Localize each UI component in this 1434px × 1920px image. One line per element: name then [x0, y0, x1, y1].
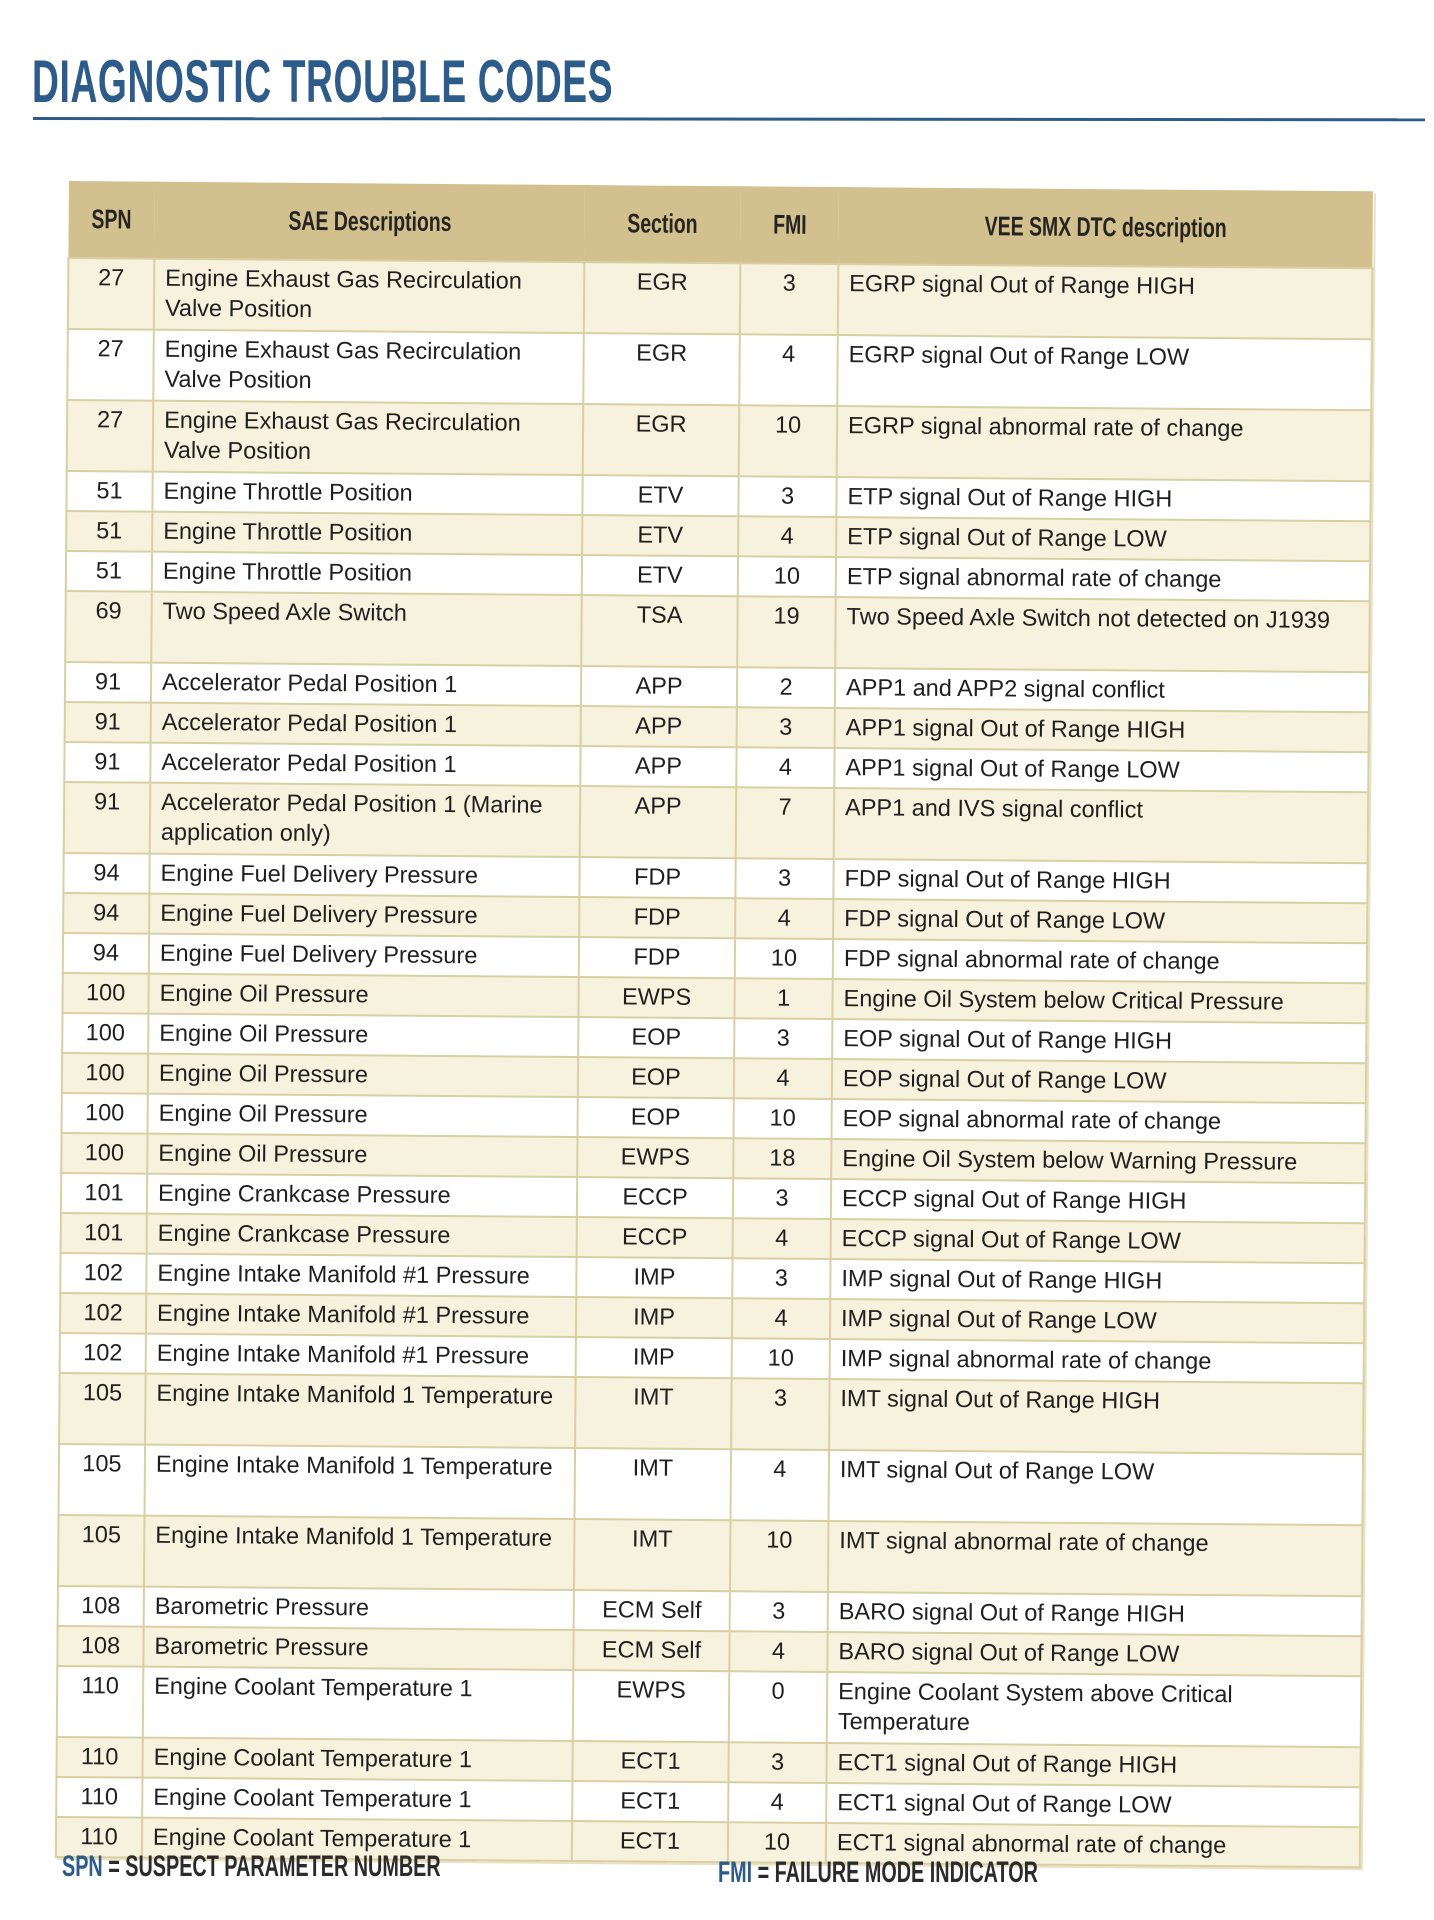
legend-fmi-text: = FAILURE MODE INDICATOR [757, 1856, 1038, 1889]
cell-dtc-description: EGRP signal Out of Range LOW [837, 335, 1372, 410]
cell-fmi: 3 [740, 263, 839, 335]
cell-sae-description: Engine Oil Pressure [148, 1014, 578, 1057]
cell-section: EWPS [577, 1137, 733, 1178]
cell-dtc-description: APP1 signal Out of Range LOW [834, 748, 1368, 792]
cell-section: ECM Self [573, 1630, 729, 1671]
cell-section: EOP [578, 1057, 734, 1098]
table-row [67, 400, 1372, 481]
cell-spn: 91 [65, 662, 151, 703]
cell-sae-description: Engine Crankcase Pressure [147, 1174, 577, 1217]
cell-section: IMT [575, 1448, 732, 1520]
cell-section: APP [580, 746, 736, 787]
cell-dtc-description: EOP signal abnormal rate of change [831, 1099, 1365, 1143]
cell-dtc-description: APP1 and APP2 signal conflict [835, 668, 1369, 712]
cell-dtc-description: EOP signal Out of Range HIGH [832, 1019, 1366, 1063]
cell-sae-description: Barometric Pressure [144, 1587, 574, 1630]
cell-dtc-description: FDP signal abnormal rate of change [833, 939, 1367, 983]
cell-fmi: 2 [737, 667, 835, 708]
cell-sae-description: Engine Throttle Position [152, 552, 582, 595]
cell-sae-description: Engine Throttle Position [152, 472, 582, 515]
cell-fmi: 3 [728, 1742, 826, 1783]
cell-dtc-description: BARO signal Out of Range HIGH [828, 1592, 1362, 1636]
cell-sae-description: Engine Coolant Temperature 1 [142, 1778, 572, 1821]
cell-spn: 100 [62, 1053, 148, 1094]
title-divider [33, 117, 1425, 121]
header-sae-descriptions: SAE Descriptions [154, 182, 585, 262]
cell-sae-description: Engine Oil Pressure [148, 1054, 578, 1097]
cell-sae-description: Engine Exhaust Gas Recirculation Valve Position [153, 330, 584, 404]
cell-dtc-description: ETP signal abnormal rate of change [836, 557, 1370, 601]
cell-section: EWPS [578, 977, 734, 1018]
table-row [68, 258, 1373, 339]
cell-section: EGR [583, 404, 740, 476]
cell-sae-description: Engine Intake Manifold #1 Pressure [146, 1294, 576, 1337]
cell-spn: 108 [58, 1586, 144, 1627]
cell-sae-description: Engine Oil Pressure [148, 1094, 578, 1137]
legend-spn-text: = SUSPECT PARAMETER NUMBER [108, 1850, 441, 1883]
cell-section: ECCP [577, 1217, 733, 1258]
cell-fmi: 3 [733, 1178, 831, 1219]
cell-dtc-description: ECT1 signal abnormal rate of change [826, 1823, 1360, 1867]
cell-section: ECT1 [572, 1781, 728, 1822]
cell-sae-description: Engine Intake Manifold 1 Temperature [144, 1516, 575, 1590]
cell-dtc-description: IMT signal Out of Range LOW [828, 1450, 1363, 1525]
cell-fmi: 1 [734, 978, 832, 1019]
cell-spn: 101 [61, 1213, 147, 1254]
cell-section: ECT1 [572, 1741, 728, 1782]
cell-dtc-description: Engine Oil System below Warning Pressure [831, 1139, 1365, 1183]
cell-dtc-description: ECCP signal Out of Range HIGH [831, 1179, 1365, 1223]
table-row [64, 782, 1369, 863]
cell-spn: 110 [56, 1737, 142, 1778]
cell-spn: 108 [57, 1626, 143, 1667]
dtc-table [55, 181, 1374, 1868]
cell-sae-description: Barometric Pressure [143, 1627, 573, 1670]
cell-fmi: 4 [735, 898, 833, 939]
cell-fmi: 4 [731, 1449, 830, 1521]
cell-spn: 110 [56, 1817, 142, 1858]
cell-section: ECM Self [574, 1590, 730, 1631]
cell-dtc-description: EOP signal Out of Range LOW [832, 1059, 1366, 1103]
cell-spn: 100 [62, 1093, 148, 1134]
cell-spn: 27 [67, 329, 154, 401]
cell-dtc-description: EGRP signal abnormal rate of change [837, 406, 1372, 481]
cell-fmi: 4 [734, 1058, 832, 1099]
cell-spn: 102 [60, 1293, 146, 1334]
cell-section: EOP [578, 1097, 734, 1138]
cell-spn: 94 [63, 853, 149, 894]
cell-fmi: 10 [738, 556, 836, 597]
cell-sae-description: Engine Fuel Delivery Pressure [149, 894, 579, 937]
cell-dtc-description: Engine Coolant System above Critical Temperature [827, 1672, 1362, 1747]
cell-sae-description: Two Speed Axle Switch [151, 592, 582, 666]
cell-dtc-description: FDP signal Out of Range LOW [833, 899, 1367, 943]
cell-spn: 51 [66, 551, 152, 592]
cell-dtc-description: ECT1 signal Out of Range HIGH [826, 1743, 1360, 1787]
table-row [58, 1515, 1363, 1596]
cell-fmi: 0 [729, 1671, 828, 1743]
cell-spn: 105 [59, 1444, 146, 1516]
cell-section: EGR [584, 262, 741, 334]
cell-spn: 27 [68, 258, 155, 330]
cell-section: ETV [582, 475, 738, 516]
cell-section: IMP [576, 1297, 732, 1338]
cell-dtc-description: ECCP signal Out of Range LOW [831, 1219, 1365, 1263]
header-section: Section [584, 185, 741, 263]
cell-fmi: 3 [735, 858, 833, 899]
header-dtc-description: VEE SMX DTC description [838, 187, 1373, 268]
cell-section: EWPS [573, 1670, 730, 1742]
cell-spn: 27 [67, 400, 154, 472]
cell-section: IMT [575, 1377, 732, 1449]
cell-section: IMP [576, 1337, 732, 1378]
cell-section: ETV [582, 515, 738, 556]
cell-sae-description: Engine Coolant Temperature 1 [142, 1818, 572, 1861]
page-title: DIAGNOSTIC TROUBLE CODES [32, 48, 614, 115]
cell-section: IMP [576, 1257, 732, 1298]
cell-fmi: 10 [734, 1098, 832, 1139]
cell-dtc-description: APP1 and IVS signal conflict [834, 788, 1369, 863]
cell-fmi: 10 [730, 1520, 829, 1592]
cell-sae-description: Engine Intake Manifold #1 Pressure [146, 1334, 576, 1377]
table-row [65, 591, 1370, 672]
cell-section: TSA [581, 595, 738, 667]
cell-sae-description: Engine Coolant Temperature 1 [143, 1667, 574, 1741]
legend-spn [62, 1850, 441, 1884]
cell-fmi: 3 [734, 1018, 832, 1059]
cell-sae-description: Accelerator Pedal Position 1 (Marine application only) [150, 783, 581, 857]
dtc-table-container [55, 181, 1374, 1868]
cell-fmi: 4 [729, 1631, 827, 1672]
cell-dtc-description: BARO signal Out of Range LOW [827, 1632, 1361, 1676]
cell-fmi: 4 [736, 747, 834, 788]
cell-spn: 100 [61, 1133, 147, 1174]
legend-fmi-abbr: FMI [718, 1856, 753, 1889]
header-spn: SPN [68, 181, 155, 259]
cell-spn: 91 [64, 742, 150, 783]
cell-sae-description: Engine Exhaust Gas Recirculation Valve Position [153, 401, 584, 475]
cell-section: ETV [582, 555, 738, 596]
cell-fmi: 10 [739, 405, 838, 477]
legend-spn-abbr: SPN [62, 1850, 103, 1883]
cell-section: FDP [579, 897, 735, 938]
cell-spn: 100 [62, 1013, 148, 1054]
cell-dtc-description: ETP signal Out of Range LOW [836, 517, 1370, 561]
cell-section: EGR [583, 333, 740, 405]
cell-sae-description: Engine Fuel Delivery Pressure [149, 934, 579, 977]
cell-fmi: 18 [733, 1138, 831, 1179]
header-fmi: FMI [740, 186, 839, 264]
table-row [57, 1666, 1362, 1747]
cell-section: FDP [579, 857, 735, 898]
table-row [67, 329, 1372, 410]
cell-spn: 91 [64, 782, 151, 854]
cell-fmi: 3 [730, 1591, 828, 1632]
cell-sae-description: Engine Intake Manifold #1 Pressure [146, 1254, 576, 1297]
cell-sae-description: Accelerator Pedal Position 1 [151, 703, 581, 746]
cell-dtc-description: ECT1 signal Out of Range LOW [826, 1783, 1360, 1827]
cell-dtc-description: Two Speed Axle Switch not detected on J1939 [835, 597, 1370, 672]
cell-sae-description: Engine Crankcase Pressure [147, 1214, 577, 1257]
cell-spn: 101 [61, 1173, 147, 1214]
cell-fmi: 4 [733, 1218, 831, 1259]
cell-dtc-description: EGRP signal Out of Range HIGH [838, 264, 1373, 339]
cell-spn: 102 [60, 1333, 146, 1374]
cell-section: APP [581, 706, 737, 747]
cell-spn: 100 [62, 973, 148, 1014]
cell-sae-description: Engine Coolant Temperature 1 [142, 1738, 572, 1781]
cell-dtc-description: IMP signal Out of Range LOW [830, 1299, 1364, 1343]
cell-spn: 110 [56, 1777, 142, 1818]
cell-spn: 94 [63, 933, 149, 974]
cell-spn: 91 [65, 702, 151, 743]
cell-sae-description: Engine Intake Manifold 1 Temperature [145, 1374, 576, 1448]
table-row [59, 1373, 1364, 1454]
cell-section: APP [581, 666, 737, 707]
cell-sae-description: Engine Throttle Position [152, 512, 582, 555]
cell-fmi: 19 [737, 596, 836, 668]
cell-fmi: 4 [732, 1298, 830, 1339]
cell-sae-description: Engine Exhaust Gas Recirculation Valve Position [154, 259, 585, 333]
cell-fmi: 3 [731, 1378, 830, 1450]
cell-fmi: 3 [738, 476, 836, 517]
cell-section: ECCP [577, 1177, 733, 1218]
cell-fmi: 4 [739, 334, 838, 406]
cell-dtc-description: APP1 signal Out of Range HIGH [835, 708, 1369, 752]
cell-spn: 102 [60, 1253, 146, 1294]
cell-spn: 110 [57, 1666, 144, 1738]
cell-fmi: 10 [728, 1822, 826, 1863]
cell-fmi: 10 [735, 938, 833, 979]
cell-fmi: 7 [736, 787, 835, 859]
cell-sae-description: Engine Oil Pressure [147, 1134, 577, 1177]
cell-spn: 105 [59, 1373, 146, 1445]
cell-section: IMT [574, 1519, 731, 1591]
cell-dtc-description: FDP signal Out of Range HIGH [833, 859, 1367, 903]
cell-fmi: 4 [738, 516, 836, 557]
table-body [56, 258, 1373, 1867]
cell-sae-description: Engine Oil Pressure [148, 974, 578, 1017]
cell-section: APP [580, 786, 737, 858]
cell-spn: 69 [65, 591, 152, 663]
cell-dtc-description: ETP signal Out of Range HIGH [836, 477, 1370, 521]
cell-fmi: 3 [737, 707, 835, 748]
cell-sae-description: Engine Fuel Delivery Pressure [149, 854, 579, 897]
table-row [59, 1444, 1364, 1525]
table-header-row [68, 181, 1373, 268]
cell-fmi: 4 [728, 1782, 826, 1823]
cell-dtc-description: IMP signal abnormal rate of change [830, 1339, 1364, 1383]
cell-dtc-description: IMT signal Out of Range HIGH [829, 1379, 1364, 1454]
cell-section: FDP [579, 937, 735, 978]
cell-dtc-description: IMP signal Out of Range HIGH [830, 1259, 1364, 1303]
cell-fmi: 10 [732, 1338, 830, 1379]
cell-spn: 51 [66, 471, 152, 512]
cell-sae-description: Accelerator Pedal Position 1 [150, 743, 580, 786]
cell-spn: 51 [66, 511, 152, 552]
cell-fmi: 3 [732, 1258, 830, 1299]
cell-dtc-description: IMT signal abnormal rate of change [828, 1521, 1363, 1596]
legend-fmi [718, 1856, 1038, 1890]
cell-sae-description: Engine Intake Manifold 1 Temperature [145, 1445, 576, 1519]
cell-spn: 94 [63, 893, 149, 934]
cell-section: ECT1 [572, 1821, 728, 1862]
cell-dtc-description: Engine Oil System below Critical Pressure [832, 979, 1366, 1023]
cell-spn: 105 [58, 1515, 145, 1587]
cell-section: EOP [578, 1017, 734, 1058]
cell-sae-description: Accelerator Pedal Position 1 [151, 663, 581, 706]
